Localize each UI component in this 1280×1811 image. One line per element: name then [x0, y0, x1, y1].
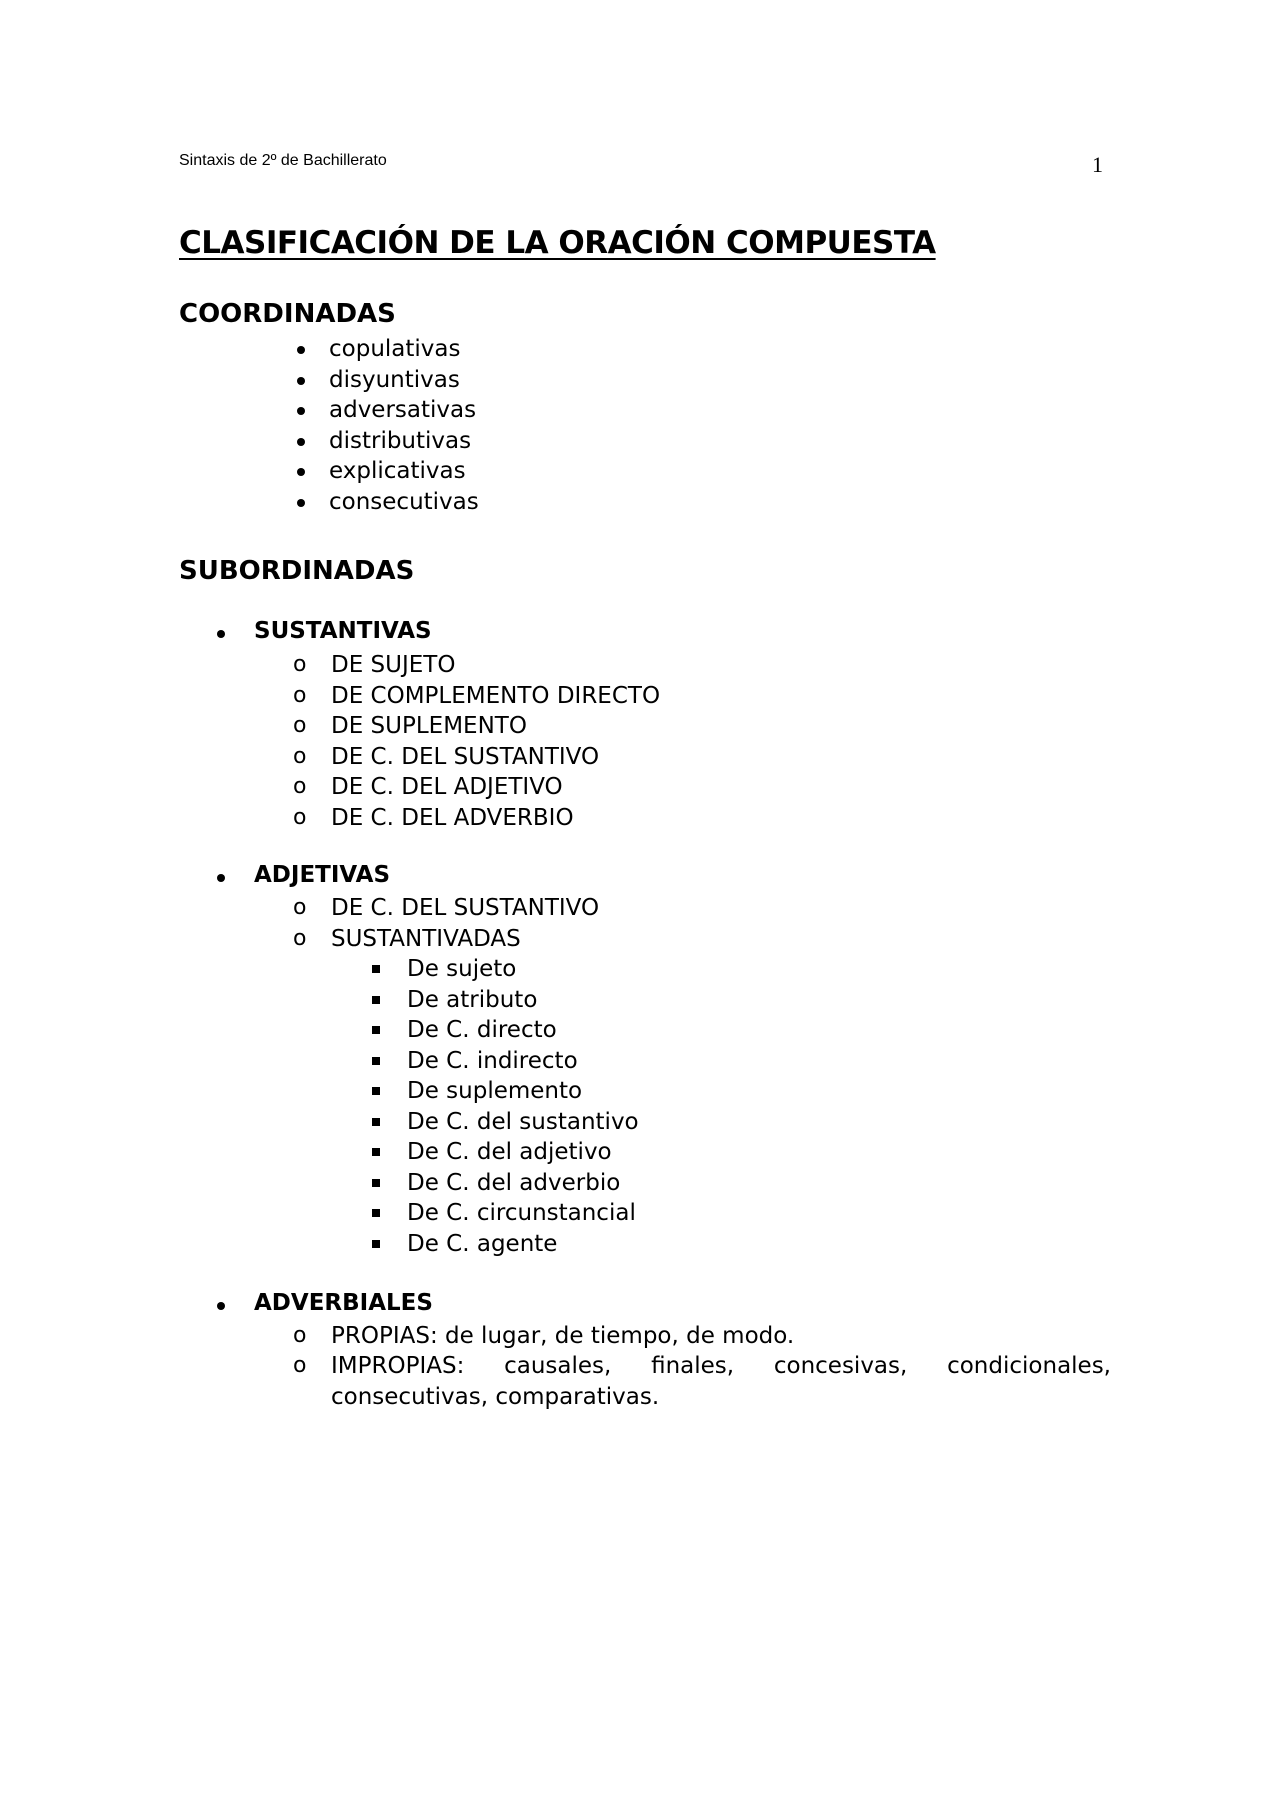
list-item: adversativas — [329, 395, 479, 426]
list-item: explicativas — [329, 456, 479, 487]
adverbiales-label: ADVERBIALES — [254, 1290, 433, 1316]
list-item: o PROPIAS: de lugar, de tiempo, de modo. — [331, 1321, 794, 1352]
list-item: distributivas — [329, 426, 479, 457]
list-item: De C. del sustantivo — [407, 1107, 639, 1138]
list-item: disyuntivas — [329, 365, 479, 396]
list-item: De C. del adverbio — [407, 1168, 639, 1199]
page-number: 1 — [1092, 152, 1103, 177]
list-item: copulativas — [329, 334, 479, 365]
document-title: CLASIFICACIÓN DE LA ORACIÓN COMPUESTA — [179, 225, 936, 261]
list-item: o DE SUJETO — [331, 650, 660, 681]
impropias-item — [293, 1351, 1111, 1412]
adjetivas-label: ADJETIVAS — [254, 862, 391, 888]
circle-bullet-icon: o — [293, 743, 307, 769]
circle-bullet-icon: o — [293, 804, 307, 830]
circle-bullet-icon: o — [293, 925, 307, 951]
coordinadas-heading: COORDINADAS — [179, 299, 396, 329]
list-item: De C. agente — [407, 1229, 639, 1260]
circle-bullet-icon: o — [293, 1353, 307, 1378]
adverbiales-list — [293, 1321, 795, 1352]
list-item: De sujeto — [407, 954, 639, 985]
list-item: consecutivas — [329, 487, 479, 518]
circle-bullet-icon: o — [293, 774, 307, 799]
impropias-continuation: consecutivas, comparativas. — [331, 1383, 660, 1410]
sustantivas-label: SUSTANTIVAS — [254, 618, 432, 644]
coordinadas-list — [329, 334, 479, 517]
circle-bullet-icon: o — [293, 713, 307, 738]
list-item: De suplemento — [407, 1076, 639, 1107]
circle-bullet-icon: o — [293, 1323, 307, 1348]
circle-bullet-icon: o — [293, 682, 307, 708]
impropias-line: IMPROPIAS: causales, finales, concesivas, condicionales, — [331, 1353, 1111, 1379]
subordinadas-heading: SUBORDINADAS — [179, 556, 415, 586]
list-item: o DE C. DEL ADVERBIO — [331, 803, 660, 834]
list-item: o DE SUPLEMENTO — [331, 711, 660, 742]
sustantivadas-list — [407, 954, 639, 1259]
list-item: De C. circunstancial — [407, 1198, 639, 1229]
list-item: o SUSTANTIVADAS — [331, 924, 599, 955]
list-item: De C. directo — [407, 1015, 639, 1046]
list-item: De C. del adjetivo — [407, 1137, 639, 1168]
list-item: De C. indirecto — [407, 1046, 639, 1077]
list-item: o DE C. DEL SUSTANTIVO — [331, 742, 660, 773]
list-item: o DE C. DEL SUSTANTIVO — [331, 893, 599, 924]
list-item: o DE COMPLEMENTO DIRECTO — [331, 681, 660, 712]
sustantivas-list — [293, 650, 661, 833]
circle-bullet-icon: o — [293, 652, 307, 677]
adjetivas-list — [293, 893, 600, 954]
running-head: Sintaxis de 2º de Bachillerato — [179, 152, 387, 169]
list-item: o DE C. DEL ADJETIVO — [331, 772, 660, 803]
circle-bullet-icon: o — [293, 895, 307, 920]
list-item: De atributo — [407, 985, 639, 1016]
